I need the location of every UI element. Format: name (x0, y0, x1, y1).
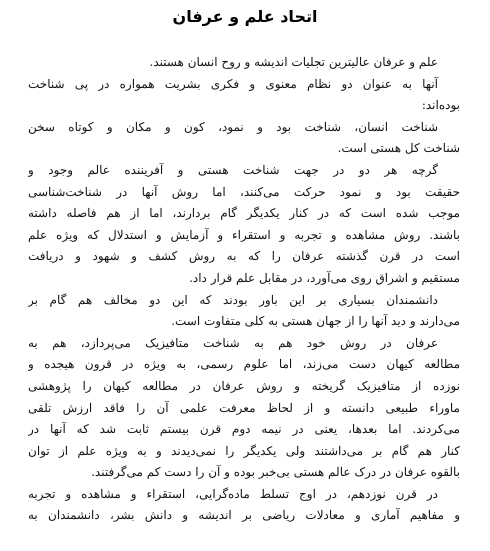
text-line: است در قرن گذشته عرفان را که به روش کشف و شهود و دریافت (28, 249, 460, 264)
text-line: می‌دارند و دید آنها را از جهان هستی به کلی متفاوت است. (171, 314, 460, 329)
text-line: گرچه هر دو در جهت شناخت هستی و آفریننده عالم وجود و (28, 162, 438, 177)
text-line: بالقوه عرفان در درک عالم هستی بی‌خبر بوده و آن را دست کم می‌گرفتند. (91, 465, 460, 480)
text-line: دانشمندان بسیاری بر این باور بودند که این دو مخالف هم گام بر (28, 292, 438, 307)
text-line: و مفاهیم آماری و معادلات ریاضی بر اندیشه و دانش بشر، دانشمندان به (28, 508, 460, 523)
text-line: شناخت کل هستی است. (337, 141, 460, 156)
text-line: می‌کردند. اما بعدها، یعنی در نیمه دوم قرن بیستم ثابت شد که آنها در (28, 422, 460, 437)
text-line: موجب شده است که در کنار یکدیگر گام بردارند، اما از هم فاصله داشته (28, 206, 460, 221)
body-text (28, 52, 460, 527)
text-line: نوزده از متافیزیک گریخته و روش عرفان در مطالعه کیهان را پژوهشی (28, 378, 460, 393)
text-line: حقیقت بود و نمود حرکت می‌کنند، اما روش آنها در شناخت‌شناسی (28, 184, 460, 199)
text-line: ماوراء طبیعی دانسته و از لحاظ معرفت علمی آن را فاقد ارزش تلقی (28, 400, 460, 415)
text-line: شناخت انسان، شناخت بود و نمود، کون و مکان و کوتاه سخن (28, 119, 438, 134)
text-line: در قرن نوزدهم، در اوج تسلط ماده‌گرایی، استقراء و مشاهده و تجربه (28, 486, 438, 501)
text-line: مطالعه کیهان دست می‌زند، اما علوم رسمی، به ویژه در قرون هیجده و (28, 357, 460, 372)
text-line: علم و عرفان عالیترین تجلیات اندیشه و روح انسان هستند. (149, 55, 438, 69)
text-line: باشند. روش مشاهده و تجربه و استقراء و آزمایش و استدلال که ویژه علم (28, 227, 460, 242)
text-line: بوده‌اند: (421, 98, 460, 113)
text-line: مستقیم و اشراق روی می‌آورد، در مقابل علم قرار داد. (189, 270, 460, 285)
text-line: عرفان در روش خود هم به شناخت متافیزیک می‌پردازد، هم به (28, 335, 438, 350)
text-line: کنار هم گام بر می‌داشتند ولی یکدیگر را نمی‌دیدند و به ویژه علم از توان (28, 443, 460, 458)
text-line: آنها به عنوان دو نظام معنوی و فکری بشریت همواره در پی شناخت (28, 76, 438, 91)
page-title: اتحاد علم و عرفان (172, 7, 318, 26)
